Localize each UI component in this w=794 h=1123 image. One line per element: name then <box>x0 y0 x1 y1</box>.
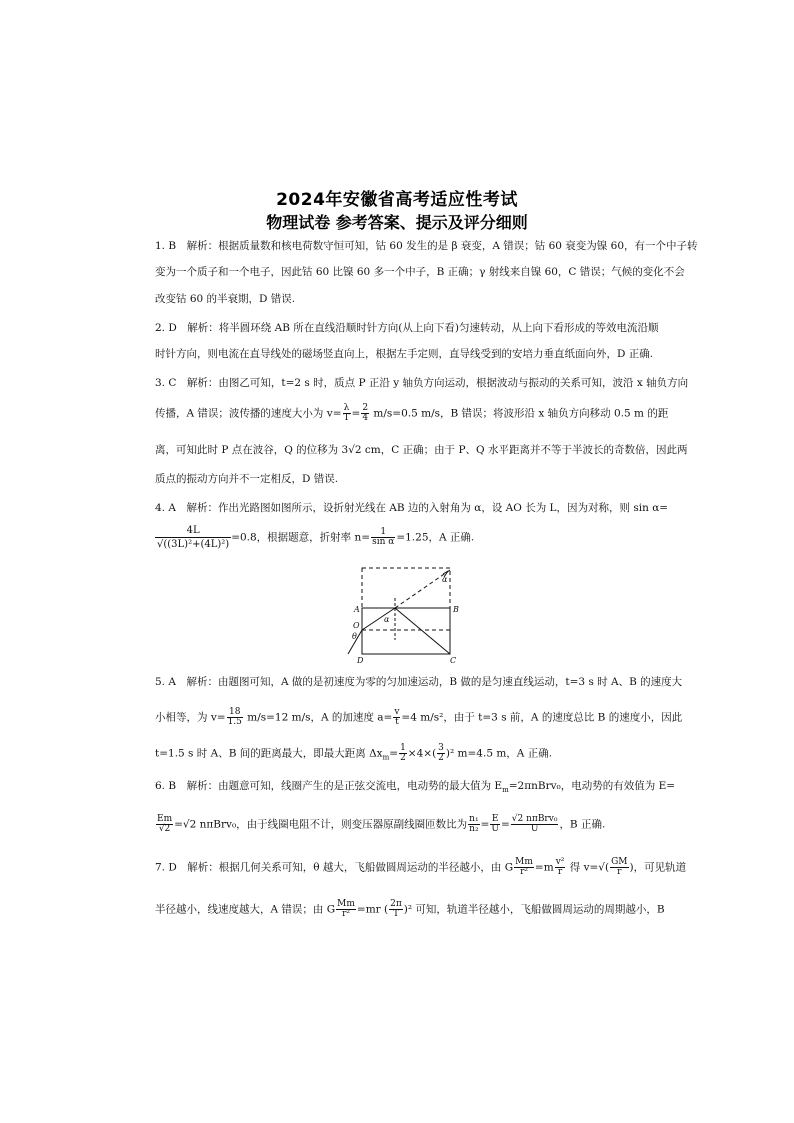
answer-3-line-2: 传播，A 错误；波传播的速度大小为 v= $\frac{\lambda}{T}$ = $\frac{2}{4}$ m/s=0.5 m/s，B 错误；将波形沿 x 轴负方向移动 0.5 m 的距 <box>155 403 669 423</box>
answer-3-text-c: m/s=0.5 m/s，B 错误；将波形沿 x 轴负方向移动 0.5 m 的距 <box>370 407 669 420</box>
light-path-diagram <box>340 562 470 666</box>
answer-3-text-a: 传播，A 错误；波传播的速度大小为 v= <box>155 407 342 420</box>
answer-1-line-1: 1. B 解析：根据质量数和核电荷数守恒可知，钴 60 发生的是 β 衰变，A 错误；钴 60 衰变为镍 60，有一个中子转 <box>155 240 698 252</box>
label-d: D <box>357 656 364 665</box>
fraction-1-over-2: $\frac{1}{2}$ <box>400 743 406 763</box>
answer-7-line-1: 7. D 解析：根据几何关系可知，θ 越大，飞船做圆周运动的半径越小，由 G $\frac{Mm}{\text{r²}}$ =m $\frac{\text{v²}}{r}$ 得 v=√( $\frac{GM}{r}$ )，可见轨道 <box>155 857 687 877</box>
label-theta: θ <box>352 632 357 641</box>
answer-6-line-2: $\frac{Em}{√2}$ =√2 nπBrv₀，由于线圈电阻不计，则变压器原副线圈匝数比为 $\frac{\text{n₁}}{\text{n₂}}$ = $\frac{E}{U}$ = $\frac{\text{√2 nπBrv₀}}{U}$ ，B 正确. <box>157 814 606 834</box>
fraction-mm-over-r2-b: $\frac{Mm}{\text{r²}}$ <box>337 899 355 919</box>
answer-7-line-2: 半径越小，线速度越大，A 错误；由 G $\frac{Mm}{\text{r²}}$ =mr ( $\frac{2\pi}{T}$ )² 可知，轨道半径越小，飞船做圆周运动的周期越小，B <box>155 899 665 919</box>
label-a: A <box>354 605 360 614</box>
fraction-e-over-u: $\frac{E}{U}$ <box>491 814 499 834</box>
answer-6-line-1: 6. B 解析：由题意可知，线圈产生的是正弦交流电，电动势的最大值为 $E_m=2\pi nBrv_0$，电动势的有效值为 E= <box>155 780 676 795</box>
answer-4-line-1: 4. A 解析：作出光路图如图所示，设折射光线在 AB 边的入射角为 α，设 AO 长为 L，因为对称，则 sin α= <box>155 502 669 514</box>
answer-4-line-2: $\frac{4L}{\text{√((3L)²+(4L)²)}}$ =0.8，根据题意，折射率 n= $\frac{1}{\text{sin α}}$ =1.25，A 正确. <box>157 525 475 550</box>
label-alpha-lower: α <box>384 615 390 624</box>
fraction-v2-over-r: $\frac{\text{v²}}{r}$ <box>555 857 565 877</box>
fraction-emf-over-u: $\frac{\text{√2 nπBrv₀}}{U}$ <box>511 814 558 834</box>
label-c: C <box>450 656 457 665</box>
answer-1-line-2: 变为一个质子和一个电子，因此钴 60 比镍 60 多一个中子，B 正确；γ 射线来自镍 60，C 错误；气候的变化不会 <box>155 266 685 278</box>
answer-2-line-2: 时针方向，则电流在直导线处的磁场竖直向上，根据左手定则，直导线受到的安培力垂直纸面向外，D 正确. <box>155 348 654 360</box>
label-alpha-upper: α <box>442 575 448 584</box>
fraction-18-over-1-5: $\frac{18}{1.5}$ <box>227 707 242 727</box>
answer-2-line-1: 2. D 解析：将半圆环绕 AB 所在直线沿顺时针方向(从上向下看)匀速转动，从上向下看形成的等效电流沿顺 <box>155 322 659 334</box>
fraction-3-over-2: $\frac{3}{2}$ <box>438 743 444 763</box>
answer-3-line-1: 3. C 解析：由图乙可知，t=2 s 时，质点 P 正沿 y 轴负方向运动，根据波动与振动的关系可知，波沿 x 轴负方向 <box>155 377 689 389</box>
fraction-2-over-4: $\frac{2}{4}$ <box>362 403 369 423</box>
fraction-2pi-over-t: $\frac{2\pi}{T}$ <box>390 899 402 919</box>
fraction-mm-over-r2: $\frac{Mm}{\text{r²}}$ <box>515 857 533 877</box>
dashed-image-rect <box>362 568 450 608</box>
answer-5-line-2: 小相等，为 v= $\frac{18}{1.5}$ m/s=12 m/s，A 的加速度 a= $\frac{v}{t}$ =4 m/s²，由于 t=3 s 前，A 的速度总比 B 的速度小，因此 <box>155 707 683 727</box>
fraction-em-over-root2: $\frac{Em}{√2}$ <box>157 814 173 834</box>
fraction-1-over-sin-alpha: $\frac{1}{\text{sin α}}$ <box>372 527 395 547</box>
page-subtitle: 物理试卷 参考答案、提示及评分细则 <box>266 213 528 232</box>
label-b: B <box>453 605 459 614</box>
answer-3-line-3: 离，可知此时 P 点在波谷，Q 的位移为 3√2 cm，C 正确；由于 P、Q 水平距离并不等于半波长的奇数倍，因此两 <box>155 444 688 456</box>
fraction-gm-over-r: $\frac{GM}{r}$ <box>611 857 628 877</box>
label-o: O <box>353 621 360 630</box>
answer-5-line-3: t=1.5 s 时 A、B 间的距离最大，即最大距离 $\Delta x_m=$ $\frac{1}{2}$ ×4×( $\frac{3}{2}$ )² m=4.5 m，A 正确. <box>155 743 553 763</box>
answer-5-line-1: 5. A 解析：由题图可知，A 做的是初速度为零的匀加速运动，B 做的是匀速直线运动，t=3 s 时 A、B 的速度大 <box>155 676 683 688</box>
prism-rect <box>362 608 450 654</box>
fraction-v-over-t: $\frac{v}{t}$ <box>394 707 400 727</box>
fraction-lambda-over-t: $\frac{\lambda}{T}$ <box>343 403 350 423</box>
page-title: 2024年安徽省高考适应性考试 <box>276 190 518 210</box>
fraction-n1-over-n2: $\frac{\text{n₁}}{\text{n₂}}$ <box>469 814 479 834</box>
answer-3-line-4: 质点的振动方向并不一定相反，D 错误. <box>155 473 339 485</box>
fraction-sin-alpha: $\frac{4L}{\text{√((3L)²+(4L)²)}}$ <box>157 525 230 550</box>
answer-1-line-3: 改变钴 60 的半衰期，D 错误. <box>155 293 296 305</box>
